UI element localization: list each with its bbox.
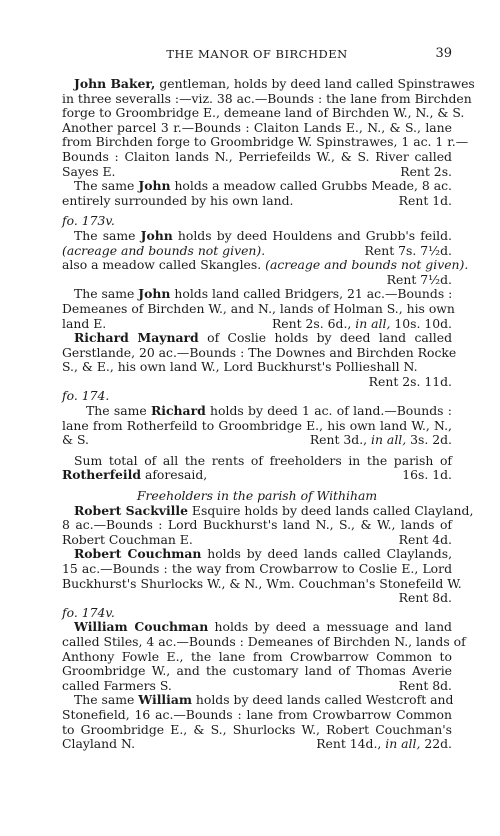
name-text: Rotherfeild	[62, 467, 141, 483]
line-text: aforesaid,	[141, 467, 208, 483]
text-line	[62, 165, 452, 180]
name-text: John	[138, 286, 171, 302]
line-text: Clayland N.	[62, 736, 136, 752]
line-text: Gerstlande, 20 ac.—Bounds : The Downes and Birchden Rocke	[62, 344, 457, 360]
text-line	[62, 562, 452, 577]
name-text: William	[138, 692, 192, 708]
name-text: Robert Sackville	[74, 502, 188, 518]
line-text: Rent 7s. 7½d.	[364, 242, 452, 258]
text-line	[62, 229, 452, 244]
line-text: The same	[86, 403, 151, 419]
line-left	[62, 468, 207, 483]
line-text: entirely surrounded by his own land.	[62, 192, 294, 208]
line-text: in all,	[371, 432, 407, 448]
line-text: gentleman, holds by deed land called Spinstrawes	[155, 76, 475, 91]
text-line	[62, 591, 452, 606]
text-line	[62, 547, 452, 562]
rent-amount	[399, 679, 452, 694]
name-text: Robert Couchman	[74, 546, 202, 562]
line-text: (acreage and bounds not given).	[265, 257, 469, 273]
line-left	[62, 244, 265, 259]
text-line	[62, 419, 452, 434]
text-line	[62, 502, 474, 519]
text-line	[62, 723, 452, 738]
text-line	[62, 693, 452, 708]
line-text: The same	[74, 286, 139, 302]
line-text: Rent 2s. 11d.	[368, 373, 452, 389]
line-text: Sum total of all the rents of freeholders in the parish of	[74, 452, 452, 468]
text-line	[62, 737, 452, 752]
line-text: Rent 4d.	[398, 531, 452, 547]
text-line	[62, 375, 452, 390]
name-text: John	[140, 227, 173, 243]
text-line	[62, 331, 452, 346]
line-text: S., & E., his own land W., Lord Buckhurst's Pollieshall N.	[62, 359, 418, 375]
line-left	[62, 194, 293, 209]
line-text: Sayes E.	[62, 163, 116, 179]
text-line	[62, 533, 452, 548]
line-text: from Birchden forge to Groombridge W. Spinstrawes, 1 ac. 1 r.—	[62, 134, 469, 150]
line-text: fo. 174v.	[62, 604, 115, 620]
text-line	[62, 360, 452, 375]
line-text: 16s. 1d.	[402, 467, 452, 483]
line-text: Esquire holds by deed lands called Clayland,	[187, 502, 474, 518]
text-line	[62, 90, 472, 107]
text-line	[62, 650, 452, 665]
line-text: Rent 3d.,	[309, 432, 372, 448]
text-line	[62, 633, 466, 650]
line-text: Groombridge W., and the customary land of Thomas Averie	[62, 663, 452, 679]
line-text: also a meadow called Skangles.	[62, 257, 266, 273]
text-line	[62, 389, 452, 404]
line-left	[62, 679, 172, 694]
text-line	[62, 300, 455, 317]
line-text: Demeanes of Birchden W., and N., lands of Holman S., his own	[62, 300, 455, 316]
rent-amount	[399, 533, 452, 548]
line-text: The same	[74, 692, 139, 708]
text-line	[62, 489, 452, 504]
line-text: forge to Groombridge E., demeane land of Birchden W., N., & S.	[62, 105, 465, 121]
line-text: Buckhurst's Shurlocks W., & N., Wm. Couchman's Stonefeild W.	[62, 575, 462, 591]
text-line	[62, 134, 469, 150]
line-text: Rent 8d.	[398, 590, 452, 606]
text-line	[62, 257, 469, 273]
rent-amount	[399, 591, 452, 606]
line-text: Anthony Fowle E., the lane from Crowbarrow Common to	[62, 648, 452, 664]
line-text: Rent 14d.,	[316, 736, 386, 752]
text-line	[62, 105, 465, 121]
line-text: Rent 8d.	[398, 677, 452, 693]
line-left	[62, 433, 89, 448]
rent-amount	[365, 244, 452, 259]
name-text: Richard	[150, 403, 206, 419]
line-text: land E.	[62, 315, 107, 331]
line-text: Rent 2s.	[400, 163, 452, 179]
line-text: Bounds : Claiton lands N., Perriefeilds W., & S. River called	[62, 148, 452, 164]
rent-amount	[399, 194, 452, 209]
line-text: in all,	[355, 315, 391, 331]
line-text: & S.	[62, 432, 89, 448]
line-text: Robert Couchman E.	[62, 531, 193, 547]
rent-amount	[310, 433, 452, 448]
rent-amount	[316, 737, 452, 752]
line-text: lane from Rotherfeild to Groombridge E., his own land W., N.,	[62, 417, 452, 433]
line-text: called Stiles, 4 ac.—Bounds : Demeanes of Birchden N., lands of	[62, 633, 466, 649]
line-text: holds by deed lands called Westcroft and	[191, 692, 454, 708]
name-text: John Baker,	[74, 76, 156, 91]
line-text: 15 ac.—Bounds : the way from Crowbarrow to Coslie E., Lord	[62, 561, 452, 576]
line-text: Stonefield, 16 ac.—Bounds : lane from Crowbarrow Common	[62, 706, 452, 722]
text-line	[62, 620, 452, 635]
text-line	[62, 317, 452, 332]
text-line	[62, 679, 452, 694]
line-text: of Coslie holds by deed land called	[198, 330, 452, 346]
line-text: 8 ac.—Bounds : Lord Buckhurst's land N., S., & W., lands of	[62, 517, 452, 533]
text-line	[62, 454, 452, 469]
text-line	[62, 344, 457, 361]
line-text: holds a meadow called Grubbs Meade, 8 ac.	[170, 178, 452, 194]
text-line	[62, 518, 452, 533]
line-text: holds land called Bridgers, 21 ac.—Bounds :	[170, 286, 453, 302]
text-body	[62, 76, 475, 752]
line-text: 22d.	[420, 736, 452, 752]
rent-amount	[369, 375, 452, 390]
text-line	[62, 179, 452, 194]
text-line	[62, 273, 452, 288]
text-line	[62, 150, 452, 165]
text-line	[62, 287, 452, 302]
text-line	[62, 468, 452, 483]
name-text: John	[138, 178, 171, 194]
line-text: to Groombridge E., & S., Shurlocks W., Robert Couchman's	[62, 721, 452, 737]
line-text: (acreage and bounds not given).	[62, 242, 266, 258]
text-line	[62, 214, 452, 229]
line-text: Rent 1d.	[398, 192, 452, 208]
line-text: 3s. 2d.	[406, 432, 452, 448]
name-text: Richard Maynard	[74, 330, 199, 346]
text-line	[62, 606, 452, 621]
line-left	[62, 317, 106, 332]
rent-amount	[402, 468, 452, 483]
line-text: The same	[74, 178, 139, 194]
name-text: William Couchman	[74, 619, 209, 635]
text-line	[62, 708, 452, 723]
line-text: in three severalls :—viz. 38 ac.—Bounds : the lane from Birchden	[62, 90, 472, 106]
text-line	[62, 194, 452, 209]
line-text: Freeholders in the parish of Withiham	[136, 488, 378, 504]
line-text: Rent 7½d.	[386, 271, 452, 287]
page-number: 39	[435, 46, 452, 61]
text-line	[62, 121, 452, 136]
text-line	[62, 244, 452, 259]
text-line	[62, 433, 452, 448]
line-text: holds by deed 1 ac. of land.—Bounds :	[205, 403, 452, 419]
rent-amount	[387, 273, 452, 288]
line-text: holds by deed Houldens and Grubb's feild.	[172, 227, 452, 243]
text-line	[62, 76, 475, 92]
line-text: in all,	[385, 736, 421, 752]
text-line	[62, 664, 452, 679]
line-text: fo. 174.	[62, 388, 110, 404]
line-text: Rent 2s. 6d.,	[271, 315, 356, 331]
line-text: fo. 173v.	[62, 213, 115, 229]
text-line	[62, 404, 452, 419]
line-left	[62, 737, 135, 752]
line-text: holds by deed a messuage and land	[208, 619, 452, 635]
line-left	[62, 165, 116, 180]
line-left	[62, 533, 193, 548]
running-title: THE MANOR OF BIRCHDEN	[166, 47, 348, 61]
rent-amount	[272, 317, 452, 332]
line-text: 10s. 10d.	[390, 315, 452, 331]
line-text: called Farmers S.	[62, 677, 172, 693]
line-text: The same	[74, 227, 141, 243]
rent-amount	[400, 165, 452, 180]
line-text: Another parcel 3 r.—Bounds : Claiton Lands E., N., & S., lane	[62, 119, 452, 135]
text-line	[62, 575, 462, 592]
line-text: holds by deed lands called Claylands,	[201, 546, 453, 562]
